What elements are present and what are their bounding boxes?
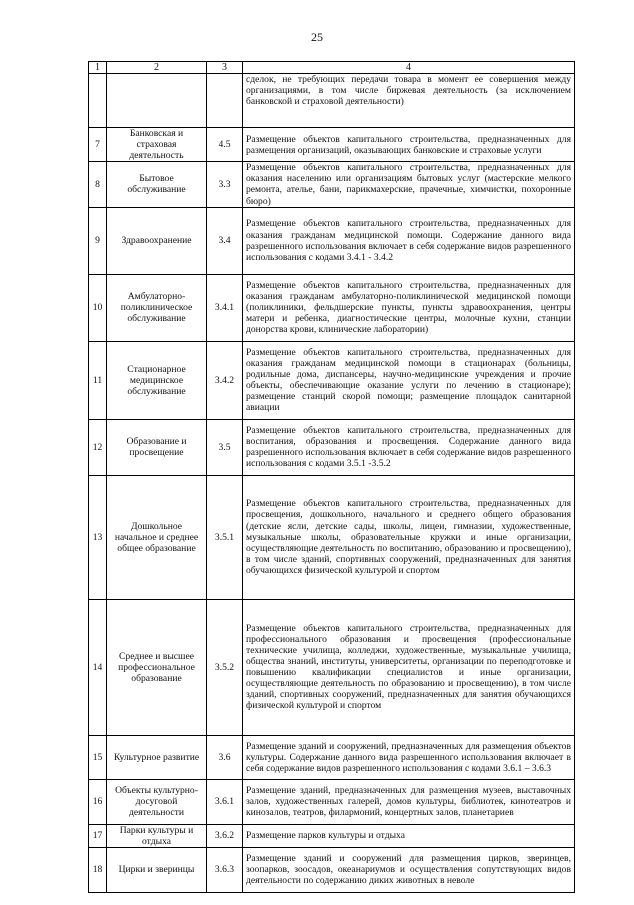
row-description: Размещение объектов капитального строительства, предназначенных для оказания населению или организациям бытовых услуг (мастерские мелкого ремонта, ателье, бани, парикмахерские, прачечные, химчистки, похоронные бюро)	[243, 162, 575, 207]
header-col-4: 4	[243, 62, 575, 74]
row-use-name: Амбулаторно-поликлиническое обслуживание	[107, 274, 207, 341]
row-description: Размещение объектов капитального строительства, предназначенных для просвещения, дошкольного, начального и среднего общего образования (детские ясли, детские сады, школы, лицеи, гимназии, художественные, музыкальные школы, образовательные кружки и иные организации, осуществляющие деятельность по воспитанию, образованию и просвещению), в том числе зданий, спортивных сооружений, предназначенных для занятия обучающихся физической культурой и спортом	[243, 475, 575, 599]
row-use-name: Дошкольное начальное и среднее общее образование	[107, 475, 207, 599]
row-code: 3.5.2	[207, 599, 243, 735]
row-use-name: Парки культуры и отдыха	[107, 824, 207, 847]
table-row	[89, 74, 575, 128]
row-use-name: Культурное развитие	[107, 735, 207, 779]
row-number: 15	[89, 735, 107, 779]
row-number: 9	[89, 207, 107, 274]
table-header-row	[89, 62, 575, 74]
row-number: 16	[89, 779, 107, 824]
row-use-name: Здравоохранение	[107, 207, 207, 274]
table-row	[89, 475, 575, 599]
table-row	[89, 162, 575, 207]
row-description: Размещение объектов капитального строительства, предназначенных для размещения организаций, оказывающих банковские и страховые услуги	[243, 128, 575, 162]
header-col-3: 3	[207, 62, 243, 74]
row-code: 3.6.3	[207, 847, 243, 892]
table-row	[89, 599, 575, 735]
row-description: Размещение парков культуры и отдыха	[243, 824, 575, 847]
row-use-name: Цирки и зверинцы	[107, 847, 207, 892]
row-code: 3.6.1	[207, 779, 243, 824]
row-use-name: Объекты культурно-досуговой деятельности	[107, 779, 207, 824]
row-number: 11	[89, 341, 107, 419]
row-description: Размещение объектов капитального строительства, предназначенных для профессионального образования и просвещения (профессиональные технические училища, колледжи, художественные, музыкальные училища, общества знаний, институты, университеты, организации по переподготовке и повышению квалификации специалистов и иные организации, осуществляющие деятельность по образованию и просвещению), в том числе зданий, спортивных сооружений, предназначенных для занятия обучающихся физической культурой и спортом	[243, 599, 575, 735]
row-code: 3.4.2	[207, 341, 243, 419]
table-row	[89, 341, 575, 419]
row-number	[89, 74, 107, 128]
table-row	[89, 274, 575, 341]
table-row	[89, 824, 575, 847]
row-number: 10	[89, 274, 107, 341]
table-row	[89, 207, 575, 274]
row-number: 14	[89, 599, 107, 735]
table-row	[89, 847, 575, 892]
row-code: 3.5.1	[207, 475, 243, 599]
page-number: 25	[311, 30, 323, 44]
row-description: сделок, не требующих передачи товара в момент ее совершения между организациями, в том числе биржевая деятельность (за исключением банковской и страховой деятельности)	[243, 74, 575, 128]
land-use-table	[88, 61, 575, 893]
row-number: 13	[89, 475, 107, 599]
row-code: 3.6	[207, 735, 243, 779]
row-use-name: Среднее и высшее профессиональное образование	[107, 599, 207, 735]
row-number: 17	[89, 824, 107, 847]
table-row	[89, 735, 575, 779]
row-code: 4.5	[207, 128, 243, 162]
row-description: Размещение объектов капитального строительства, предназначенных для воспитания, образования и просвещения. Содержание данного вида разрешенного использования включает в себя содержание видов разрешенного использования с кодами 3.5.1 -3.5.2	[243, 419, 575, 475]
row-use-name: Бытовое обслуживание	[107, 162, 207, 207]
row-code: 3.5	[207, 419, 243, 475]
table-row	[89, 779, 575, 824]
row-code	[207, 74, 243, 128]
row-use-name	[107, 74, 207, 128]
row-code: 3.4.1	[207, 274, 243, 341]
header-col-2: 2	[107, 62, 207, 74]
row-description: Размещение объектов капитального строительства, предназначенных для оказания гражданам медицинской помощи. Содержание данного вида разрешенного использования включает в себя содержание видов разрешенного использования с кодами 3.4.1 - 3.4.2	[243, 207, 575, 274]
table-row	[89, 419, 575, 475]
row-use-name: Образование и просвещение	[107, 419, 207, 475]
row-code: 3.6.2	[207, 824, 243, 847]
header-col-1: 1	[89, 62, 107, 74]
row-number: 7	[89, 128, 107, 162]
row-code: 3.3	[207, 162, 243, 207]
row-number: 12	[89, 419, 107, 475]
table-row	[89, 128, 575, 162]
row-code: 3.4	[207, 207, 243, 274]
row-description: Размещение зданий и сооружений, предназначенных для размещения объектов культуры. Содержание данного вида разрешенного использования включает в себя содержание видов разрешенного использования с кодами 3.6.1 – 3.6.3	[243, 735, 575, 779]
row-description: Размещение объектов капитального строительства, предназначенных для оказания гражданам медицинской помощи в стационарах (больницы, родильные дома, диспансеры, научно-медицинские учреждения и прочие объекты, обеспечивающие оказание услуги по лечению в стационаре); размещение станций скорой помощи; размещение площадок санитарной авиации	[243, 341, 575, 419]
row-number: 18	[89, 847, 107, 892]
row-description: Размещение зданий, предназначенных для размещения музеев, выставочных залов, художественных галерей, домов культуры, библиотек, кинотеатров и кинозалов, театров, филармоний, концертных залов, планетариев	[243, 779, 575, 824]
row-use-name: Банковская и страховая деятельность	[107, 128, 207, 162]
row-number: 8	[89, 162, 107, 207]
row-use-name: Стационарное медицинское обслуживание	[107, 341, 207, 419]
row-description: Размещение объектов капитального строительства, предназначенных для оказания гражданам амбулаторно-поликлинической медицинской помощи (поликлиники, фельдшерские пункты, пункты здравоохранения, центры матери и ребенка, диагностические центры, молочные кухни, станции донорства крови, клинические лаборатории)	[243, 274, 575, 341]
row-description: Размещение зданий и сооружений для размещения цирков, зверинцев, зоопарков, зоосадов, океанариумов и осуществления сопутствующих видов деятельности по содержанию диких животных в неволе	[243, 847, 575, 892]
